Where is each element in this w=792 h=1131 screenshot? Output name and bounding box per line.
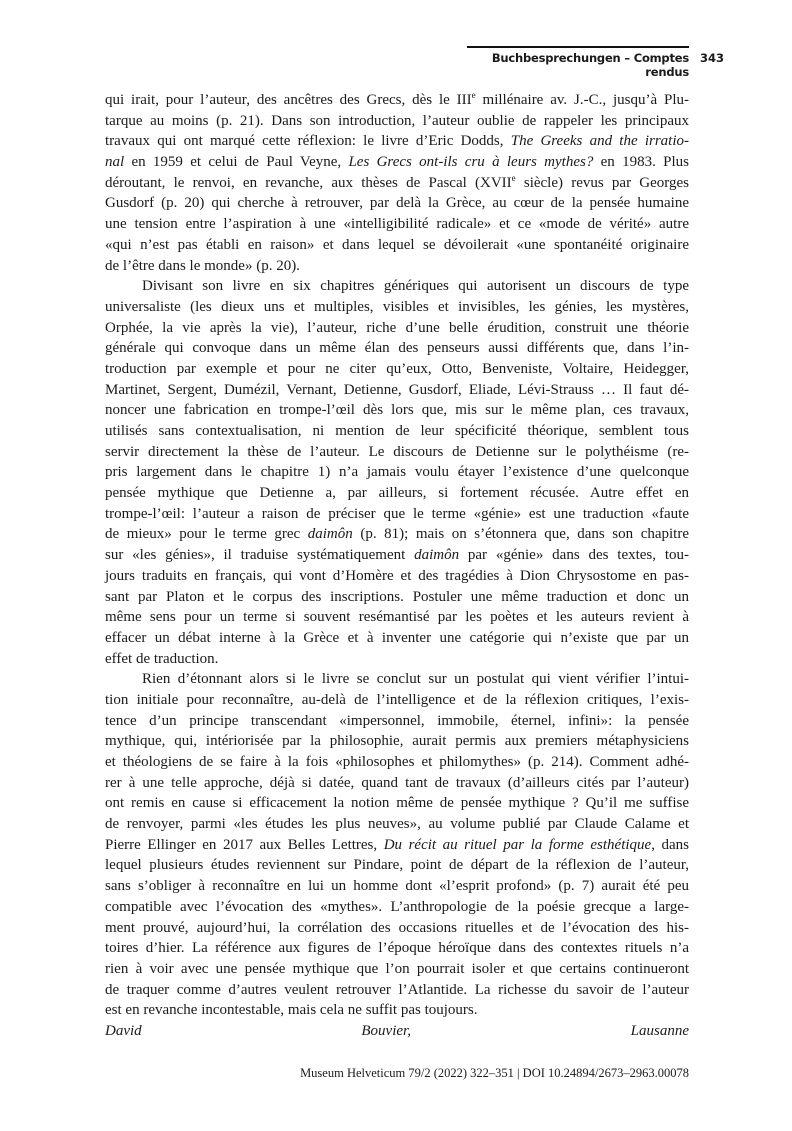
text-run: utilisés sans contextualisation, ni mention de leur spécificité théorique, semblent tous — [105, 423, 689, 439]
italic-text: nal — [105, 154, 125, 171]
header-rule — [467, 46, 689, 48]
text-run: de mieux» pour le terme grec — [105, 526, 308, 543]
text-run: universaliste (les dieux uns et multiples, visibles et invisibles, les génies, les mystères, — [105, 298, 689, 315]
text-run: déroutant, le renvoi, en revanche, aux thèses de Pascal (XVII — [105, 174, 512, 191]
text-run: Orphée, la vie après la vie), l’auteur, riche d’une belle érudition, construit une théorie — [105, 319, 689, 336]
text-run: ont remis en cause si efficacement la notion même de pensée mythique ? Qu’il me suffise — [105, 795, 689, 812]
text-run: ment prouvé, aujourd’hui, la corrélation des occasions rituelles et de l’évocation des his- — [105, 919, 689, 936]
text-run: Pierre Ellinger en 2017 aux Belles Lettres, — [105, 836, 384, 853]
text-line — [105, 566, 689, 587]
text-line — [105, 235, 689, 256]
text-line — [105, 669, 689, 690]
text-line — [105, 111, 689, 132]
text-run: mythique, qui, intériorisée par la philosophie, aurait permis aux premiers métaphysiciens — [105, 733, 689, 750]
text-line — [105, 90, 689, 111]
text-run: noncer une fabrication en trompe-l’œil dès lors que, mis sur le même plan, ces travaux, — [105, 402, 689, 419]
text-line — [105, 649, 689, 670]
text-line — [105, 338, 689, 359]
text-run: par «génie» dans des textes, tou- — [459, 547, 689, 564]
text-run: rer à une telle approche, déjà si datée, quand tant de travaux (d’ailleurs cités par l’auteur) — [105, 774, 689, 791]
text-line — [105, 752, 689, 773]
text-line — [105, 897, 689, 918]
text-run: (p. 81); mais on s’étonnera que, dans son chapitre — [352, 526, 690, 543]
text-line — [105, 918, 689, 939]
italic-text: Du récit au rituel par la forme esthétique — [383, 836, 652, 853]
text-line — [105, 318, 689, 339]
text-run: en 1983. Plus — [593, 154, 689, 171]
text-run: servir directement la thèse de l’auteur. Le discours de Detienne sur le polythéisme (re- — [105, 443, 689, 460]
text-run: , dans — [651, 836, 689, 853]
text-line — [105, 773, 689, 794]
paragraph — [105, 276, 689, 669]
text-run: Gusdorf (p. 20) qui cherche à retrouver, par delà la Grèce, au cœur de la pensée humaine — [105, 195, 689, 212]
text-line — [105, 938, 689, 959]
text-line — [105, 628, 689, 649]
text-run: effet de traduction. — [105, 650, 219, 667]
text-line — [105, 483, 689, 504]
page-footer: Museum Helveticum 79/2 (2022) 322–351 | DOI 10.24894/2673–2963.00078 — [300, 1066, 689, 1080]
text-line — [105, 855, 689, 876]
text-line — [105, 297, 689, 318]
text-line — [105, 524, 689, 545]
text-line — [105, 131, 689, 152]
text-run: pensée mythique que Detienne a, par ailleurs, si fortement récusée. Autre effet en — [105, 485, 689, 502]
text-run: Rien d’étonnant alors si le livre se conclut sur un postulat qui vient vérifier l’intui- — [142, 671, 689, 688]
paragraphs — [105, 90, 689, 1021]
text-run: travaux qui ont marqué cette réflexion: le livre d’Eric Dodds, — [105, 133, 511, 150]
review-body — [105, 90, 689, 1042]
text-line — [105, 814, 689, 835]
running-title: Buchbesprechungen – Comptes rendus — [491, 51, 689, 79]
text-run: trompe-l’œil: l’auteur a raison de préciser que le terme «génie» est une traduction «faute — [105, 505, 689, 522]
text-line — [105, 173, 689, 194]
text-run: est en revanche incontestable, mais cela ne suffit pas toujours. — [105, 1002, 478, 1019]
text-run: tence d’un principe transcendant «impersonnel, immobile, éternel, infini»: la pensée — [105, 712, 689, 729]
text-run: siècle) revus par Georges — [515, 174, 689, 191]
text-run: compatible avec l’évocation des «mythes». L’anthropologie de la poésie grecque a large- — [105, 898, 689, 915]
text-line — [105, 876, 689, 897]
text-line — [105, 276, 689, 297]
text-line — [105, 607, 689, 628]
text-run: en 1959 et celui de Paul Veyne, — [124, 154, 349, 171]
text-run: qui irait, pour l’auteur, des ancêtres des Grecs, dès le III — [105, 92, 472, 108]
text-run: millénaire av. J.-C., jusqu’à Plu- — [475, 92, 689, 108]
text-line — [105, 587, 689, 608]
text-run: sant par Platon et le corpus des inscriptions. Postuler une même traduction et donc un — [105, 588, 689, 605]
text-line — [105, 731, 689, 752]
text-run: générale qui convoque dans un même élan des penseurs aussi différents que, dans l’in- — [105, 340, 689, 357]
italic-text: The Greeks and the irratio- — [510, 133, 689, 150]
text-line — [105, 980, 689, 1001]
text-line — [105, 214, 689, 235]
superscript: e — [511, 172, 516, 183]
text-line — [105, 380, 689, 401]
text-run: sur «les génies», il traduise systématiquement — [105, 547, 415, 564]
text-run: et théologiens de se faire à la fois «philosophes et philomythes» (p. 214). Comment adhé- — [105, 754, 689, 770]
text-line — [105, 462, 689, 483]
text-run: de l’être dans le monde» (p. 20). — [105, 257, 300, 274]
italic-text: daimôn — [307, 526, 353, 543]
text-line — [105, 400, 689, 421]
text-run: jours traduits en français, qui vont d’Homère et des tragédies à Dion Chrysostome en pas- — [105, 567, 689, 584]
text-line — [105, 690, 689, 711]
text-run: «qui n’est pas établi en raison» et dans lequel se dévoilerait «une spontanéité originaire — [105, 236, 689, 253]
text-line — [105, 545, 689, 566]
text-line — [105, 959, 689, 980]
text-line — [105, 359, 689, 380]
paragraph — [105, 669, 689, 1021]
text-run: même sens pour un terme si souvent resémantisé par les poètes et les auteurs revient à — [105, 609, 689, 626]
text-line — [105, 256, 689, 277]
text-run: effacer un débat interne à la Grèce et à inventer une catégorie qui n’existe que par un — [105, 629, 689, 646]
text-run: troduction par exemple et pour ne citer qu’eux, Otto, Benveniste, Voltaire, Heidegger, — [105, 360, 689, 377]
text-line — [105, 835, 689, 856]
text-run: Martinet, Sergent, Dumézil, Vernant, Detienne, Gusdorf, Eliade, Lévi-Strauss … Il faut dé- — [105, 381, 689, 398]
text-run: tarque au moins (p. 21). Dans son introduction, l’auteur oublie de rappeler les principaux — [105, 112, 689, 129]
text-run: Divisant son livre en six chapitres génériques qui autorisent un discours de type — [142, 278, 689, 295]
text-line — [105, 711, 689, 732]
italic-text: daimôn — [414, 547, 460, 564]
superscript: e — [471, 90, 476, 100]
text-run: sans s’obliger à reconnaître en lui un homme dont «l’esprit profond» (p. 7) aurait été peu — [105, 878, 689, 895]
page-number: 343 — [700, 51, 725, 65]
text-line — [105, 193, 689, 214]
text-line — [105, 793, 689, 814]
text-line — [105, 421, 689, 442]
paragraph — [105, 90, 689, 276]
text-run: de traquer comme d’autres veulent retrouver l’Atlantide. La richesse du savoir de l’auteur — [105, 981, 689, 998]
text-line — [105, 504, 689, 525]
signature: David Bouvier, Lausanne — [105, 1022, 689, 1039]
text-run: rien à voir avec une pensée mythique que l’on pourrait isoler et que certains continueront — [105, 960, 689, 977]
italic-text: Les Grecs ont-ils cru à leurs mythes? — [348, 154, 594, 171]
text-run: toires d’hier. La référence aux figures de l’époque héroïque dans des contextes rituels n’a — [105, 940, 689, 957]
text-run: une tension entre l’aspiration à une «intelligibilité radicale» et ce «mode de vérité» autre — [105, 216, 689, 233]
text-run: lequel plusieurs études reviennent sur Pindare, point de départ de la réflexion de l’auteur, — [105, 857, 689, 874]
text-line — [105, 442, 689, 463]
text-line — [105, 1000, 689, 1021]
text-run: pris largement dans le chapitre 1) n’a jamais voulu étayer l’existence d’une quelconque — [105, 464, 689, 481]
text-line — [105, 152, 689, 173]
text-run: de renvoyer, parmi «les études les plus neuves», au volume publié par Claude Calame et — [105, 816, 689, 833]
text-run: tion initiale pour reconnaître, au-delà de l’intelligence et de la réflexion critiques, l’exis- — [105, 691, 689, 708]
